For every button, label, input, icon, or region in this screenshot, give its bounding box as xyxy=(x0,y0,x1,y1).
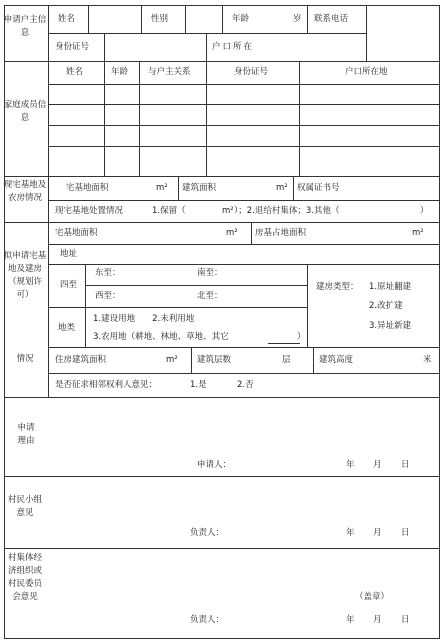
rule xyxy=(4,476,440,477)
proposed-area-label: 宅基地面积 xyxy=(55,228,98,238)
rule xyxy=(4,61,440,62)
rule xyxy=(48,307,307,308)
landtype-line2: 3.农用地（耕地、林地、草地、其它 xyxy=(93,332,229,342)
family-col-id: 身份证号 xyxy=(234,67,269,77)
gender-label: 性别 xyxy=(151,14,169,24)
disposal-close: ） xyxy=(420,206,429,216)
reason-day: 日 xyxy=(401,460,410,470)
rule xyxy=(439,5,440,639)
section-reason: 申请理由 xyxy=(17,423,35,446)
rule xyxy=(48,104,440,105)
committee-seal: （盖章） xyxy=(355,592,390,602)
hukou-label: 户口所在 xyxy=(212,42,255,52)
disposal-label: 现宅基地处置情况 xyxy=(55,206,124,216)
disposal-opt-rest: ）；2.退给村集体；3.其他（ xyxy=(234,206,340,216)
age-label: 年龄 xyxy=(232,14,250,24)
group-month: 月 xyxy=(373,528,382,538)
height-label: 建筑高度 xyxy=(319,355,354,365)
rule xyxy=(178,176,179,200)
neighbor-yes: 1.是 xyxy=(190,380,207,390)
build-type-2: 2.改扩建 xyxy=(369,301,403,311)
committee-day: 日 xyxy=(401,615,410,625)
rule xyxy=(104,33,105,61)
section-applicant: 申请户主信息 xyxy=(3,15,47,38)
proposed-area-unit: m² xyxy=(226,228,238,238)
rule xyxy=(293,176,294,200)
build-type-1: 1.原址翻建 xyxy=(369,282,412,292)
boundary-label: 四至 xyxy=(60,280,78,290)
disposal-keep-unit: m² xyxy=(222,206,234,216)
cert-label: 权属证书号 xyxy=(297,183,340,193)
height-unit: 米 xyxy=(423,355,432,365)
rule xyxy=(48,125,440,126)
occupy-unit: m² xyxy=(412,228,424,238)
committee-year: 年 xyxy=(346,615,355,625)
name-label: 姓名 xyxy=(58,14,76,24)
committee-month: 月 xyxy=(373,615,382,625)
reason-month: 月 xyxy=(373,460,382,470)
rule xyxy=(307,264,308,347)
rule xyxy=(48,84,440,85)
build-area-unit: m² xyxy=(276,183,288,193)
rule xyxy=(251,222,252,244)
landtype-line1: 1.建设用地 2.未利用地 xyxy=(93,314,195,324)
reason-year: 年 xyxy=(346,460,355,470)
rule xyxy=(48,347,440,348)
build-area-label: 建筑面积 xyxy=(182,183,217,193)
rule xyxy=(366,5,367,61)
rule xyxy=(4,397,440,398)
landtype-close: ） xyxy=(297,332,306,342)
house-area-unit: m² xyxy=(166,355,178,365)
house-area-label: 住房建筑面积 xyxy=(55,355,107,365)
boundary-east: 东至： xyxy=(95,268,121,278)
section-committee-opinion: 村集体经济组织或村民委员会意见 xyxy=(7,553,42,602)
boundary-north: 北至： xyxy=(197,291,223,301)
rule xyxy=(48,5,49,397)
homestead-area-label: 宅基地面积 xyxy=(66,183,109,193)
rule xyxy=(48,264,440,265)
group-year: 年 xyxy=(346,528,355,538)
section-proposed-cont: 情况 xyxy=(16,354,34,364)
rule xyxy=(48,200,440,201)
reason-signer: 申请人： xyxy=(197,460,232,470)
landtype-other-underline xyxy=(268,343,300,344)
family-col-age: 年龄 xyxy=(111,67,129,77)
build-type-label: 建房类型： xyxy=(316,282,359,292)
floors-label: 建筑层数 xyxy=(197,355,232,365)
rule xyxy=(48,244,440,245)
occupy-label: 房基占地面积 xyxy=(255,228,307,238)
id-label: 身份证号 xyxy=(55,42,90,52)
group-signer: 负责人： xyxy=(190,528,225,538)
neighbor-label: 是否征求相邻权利人意见： xyxy=(55,380,158,390)
phone-label: 联系电话 xyxy=(314,14,349,24)
rule xyxy=(4,222,440,223)
landtype-label: 地类 xyxy=(58,323,76,333)
section-group-opinion: 村民小组意见 xyxy=(8,495,43,518)
neighbor-no: 2.否 xyxy=(237,380,254,390)
build-type-3: 3.异址新建 xyxy=(369,321,412,331)
rule xyxy=(85,285,307,286)
rule xyxy=(48,373,440,374)
family-col-name: 姓名 xyxy=(66,67,84,77)
rule xyxy=(4,176,440,177)
rule xyxy=(313,347,314,373)
rule xyxy=(206,33,207,61)
rule xyxy=(185,5,186,33)
rule xyxy=(4,548,440,549)
age-unit: 岁 xyxy=(293,14,302,24)
homestead-area-unit: m² xyxy=(156,183,168,193)
boundary-south: 南至： xyxy=(197,268,223,278)
rule xyxy=(48,146,440,147)
rule xyxy=(48,33,366,34)
rule xyxy=(222,5,223,33)
disposal-opt-keep: 1.保留（ xyxy=(152,206,186,216)
address-label: 地址 xyxy=(60,249,78,259)
floors-unit: 层 xyxy=(282,355,291,365)
rule xyxy=(299,61,300,176)
section-current-homestead: 现宅基地及农房情况 xyxy=(3,180,47,203)
family-col-hukou: 户口所在地 xyxy=(345,67,388,77)
rule xyxy=(104,61,105,176)
boundary-west: 西至： xyxy=(95,291,121,301)
group-day: 日 xyxy=(401,528,410,538)
rule xyxy=(85,264,86,347)
rule xyxy=(191,347,192,373)
section-proposed: 拟申请宅基地及建房（规划许可） xyxy=(3,251,47,300)
rule xyxy=(88,5,89,33)
rule xyxy=(307,5,308,33)
rule xyxy=(139,61,140,176)
section-family: 家庭成员信息 xyxy=(3,100,47,123)
rule xyxy=(4,638,440,639)
rule xyxy=(141,5,142,33)
rule xyxy=(206,61,207,176)
family-col-relation: 与户主关系 xyxy=(148,67,191,77)
committee-signer: 负责人： xyxy=(190,615,225,625)
